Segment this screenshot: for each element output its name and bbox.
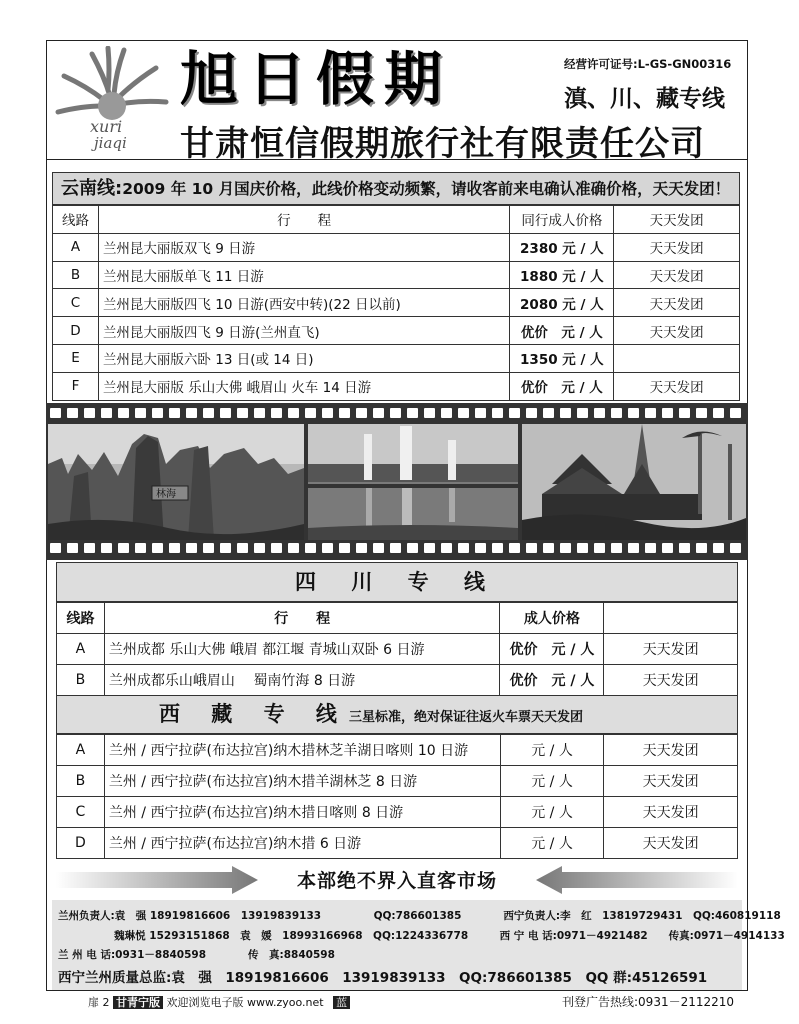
film-hole: [220, 408, 231, 418]
contact-row: 兰州负责人:袁 强 18919816606 13919839133 QQ:786601385 西宁负责人:李 红 13819729431 QQ:460819118: [58, 910, 781, 922]
yunnan-table: [52, 205, 740, 401]
page-number: 扉 2: [88, 996, 110, 1009]
film-hole: [390, 543, 401, 553]
film-hole: [475, 543, 486, 553]
route-price: 优价 元 / 人: [500, 634, 604, 665]
route-code: A: [57, 634, 105, 665]
film-hole: [543, 408, 554, 418]
film-hole: [407, 408, 418, 418]
stone-forest-photo: [48, 424, 304, 540]
film-holes-top: [46, 408, 748, 420]
route-departure: 天天发团: [604, 665, 738, 696]
specialty-routes: 滇、川、藏专线: [564, 86, 725, 112]
route-code: A: [57, 735, 105, 766]
film-hole: [203, 408, 214, 418]
edition-tag: 甘青宁版: [113, 996, 163, 1009]
film-hole: [118, 408, 129, 418]
yunnan-title: 云南线:: [61, 178, 123, 199]
svg-text:林海: 林海: [156, 489, 176, 500]
film-hole: [611, 408, 622, 418]
ad-hotline: 刊登广告热线:0931－2112210: [562, 995, 735, 1009]
film-hole: [373, 543, 384, 553]
route-price: 优价 元 / 人: [500, 665, 604, 696]
tibet-table: [56, 734, 738, 859]
film-hole: [339, 408, 350, 418]
film-hole: [679, 408, 690, 418]
film-hole: [237, 543, 248, 553]
table-row: [57, 735, 738, 766]
film-hole: [288, 408, 299, 418]
film-hole: [237, 408, 248, 418]
route-code: C: [53, 289, 99, 317]
film-hole: [135, 543, 146, 553]
route-price: 优价 元 / 人: [510, 317, 614, 345]
header-code: 线路: [53, 206, 99, 234]
film-hole: [84, 543, 95, 553]
table-row: [53, 372, 740, 400]
route-price: 2380 元 / 人: [510, 233, 614, 261]
film-hole: [118, 543, 129, 553]
route-name: 兰州成都乐山峨眉山 蜀南竹海 8 日游: [104, 665, 500, 696]
film-hole: [628, 543, 639, 553]
film-hole: [67, 408, 78, 418]
route-code: D: [53, 317, 99, 345]
header-price: 同行成人价格: [510, 206, 614, 234]
table-row: [53, 233, 740, 261]
film-hole: [50, 408, 61, 418]
film-hole: [169, 543, 180, 553]
film-hole: [730, 408, 741, 418]
film-hole: [577, 543, 588, 553]
film-hole: [67, 543, 78, 553]
film-hole: [509, 408, 520, 418]
film-hole: [101, 543, 112, 553]
film-hole: [322, 543, 333, 553]
table-row: [57, 634, 738, 665]
film-hole: [220, 543, 231, 553]
table-row: [57, 665, 738, 696]
contact-panel: [52, 900, 785, 990]
header: [46, 40, 748, 164]
three-pagodas-photo: [308, 424, 518, 540]
header-code: 线路: [57, 603, 105, 634]
film-hole: [356, 543, 367, 553]
film-hole: [50, 543, 61, 553]
route-name: 兰州昆大丽版单飞 11 日游: [98, 261, 509, 289]
company-name: 甘肃恒信假期旅行社有限责任公司: [180, 124, 705, 164]
film-hole: [152, 408, 163, 418]
film-hole: [679, 543, 690, 553]
film-hole: [645, 543, 656, 553]
route-code: A: [53, 233, 99, 261]
film-hole: [560, 408, 571, 418]
route-departure: 天天发团: [614, 261, 740, 289]
table-row: [57, 766, 738, 797]
route-price: 1880 元 / 人: [510, 261, 614, 289]
film-hole: [356, 408, 367, 418]
table-row: [53, 344, 740, 372]
film-hole: [696, 543, 707, 553]
tibet-note: 三星标准，绝对保证往返火车票天天发团: [348, 710, 583, 725]
table-row: [53, 317, 740, 345]
tibet-banner: [56, 696, 738, 734]
film-hole: [594, 408, 605, 418]
route-price: 元 / 人: [500, 766, 604, 797]
film-hole: [135, 408, 146, 418]
route-price: 2080 元 / 人: [510, 289, 614, 317]
film-hole: [662, 543, 673, 553]
route-code: D: [57, 828, 105, 859]
route-code: B: [57, 766, 105, 797]
film-hole: [730, 543, 741, 553]
sichuan-banner: 四 川 专 线: [56, 562, 738, 602]
route-code: E: [53, 344, 99, 372]
film-hole: [577, 408, 588, 418]
film-hole: [407, 543, 418, 553]
film-holes-bottom: [46, 543, 748, 555]
route-departure: 天天发团: [614, 317, 740, 345]
film-hole: [186, 408, 197, 418]
film-hole: [543, 543, 554, 553]
film-hole: [441, 543, 452, 553]
yunnan-notice: 2009 年 10 月国庆价格，此线价格变动频繁，请收客前来电确认准确价格，天天发团！: [122, 180, 731, 198]
license-number: 经营许可证号:L-GS-GN00316: [564, 57, 732, 71]
route-name: 兰州昆大丽版双飞 9 日游: [98, 233, 509, 261]
film-hole: [509, 543, 520, 553]
film-hole: [662, 408, 673, 418]
film-hole: [492, 408, 503, 418]
table-header: [57, 603, 738, 634]
color-tag: 蓝: [333, 996, 350, 1009]
table-row: [53, 261, 740, 289]
route-departure: 天天发团: [614, 233, 740, 261]
sun-logo: [52, 46, 170, 154]
table-row: [53, 289, 740, 317]
route-code: C: [57, 797, 105, 828]
route-code: B: [57, 665, 105, 696]
slogan-strip: [46, 864, 748, 896]
welcome-text: 欢迎浏览电子版 www.zyoo.net: [166, 996, 324, 1009]
film-hole: [322, 408, 333, 418]
sichuan-table: [56, 602, 738, 696]
photo-film-strip: [46, 403, 748, 560]
film-hole: [713, 408, 724, 418]
sichuan-tibet-section: [56, 562, 738, 859]
route-departure: 天天发团: [604, 634, 738, 665]
film-hole: [271, 408, 282, 418]
route-name: 兰州 / 西宁拉萨(布达拉宫)纳木措日喀则 8 日游: [104, 797, 500, 828]
route-name: 兰州 / 西宁拉萨(布达拉宫)纳木措 6 日游: [104, 828, 500, 859]
film-hole: [339, 543, 350, 553]
table-row: [57, 797, 738, 828]
film-hole: [458, 408, 469, 418]
route-departure: 天天发团: [604, 828, 738, 859]
film-hole: [696, 408, 707, 418]
film-hole: [84, 408, 95, 418]
yunnan-banner: [52, 172, 740, 205]
route-departure: 天天发团: [604, 766, 738, 797]
route-name: 兰州昆大丽版四飞 9 日游(兰州直飞): [98, 317, 509, 345]
film-hole: [169, 408, 180, 418]
route-name: 兰州 / 西宁拉萨(布达拉宫)纳木措林芝羊湖日喀则 10 日游: [104, 735, 500, 766]
film-hole: [594, 543, 605, 553]
table-header: [53, 206, 740, 234]
film-hole: [628, 408, 639, 418]
route-departure: 天天发团: [604, 735, 738, 766]
svg-text:xuri: xuri: [90, 117, 123, 136]
film-hole: [424, 543, 435, 553]
route-price: 元 / 人: [500, 797, 604, 828]
film-hole: [492, 543, 503, 553]
slogan-text: 本部绝不界入直客市场: [296, 870, 497, 892]
quality-director-row: 西宁兰州质量总监:袁 强 18919816606 13919839133 QQ:786601385 QQ 群:45126591: [58, 970, 708, 986]
film-hole: [305, 408, 316, 418]
header-departure: [604, 603, 738, 634]
film-hole: [288, 543, 299, 553]
film-hole: [305, 543, 316, 553]
route-price: 元 / 人: [500, 828, 604, 859]
film-hole: [101, 408, 112, 418]
film-hole: [611, 543, 622, 553]
film-hole: [458, 543, 469, 553]
film-hole: [526, 408, 537, 418]
film-hole: [254, 543, 265, 553]
film-hole: [475, 408, 486, 418]
footer-left: [88, 994, 350, 1010]
svg-text:jiaqi: jiaqi: [94, 134, 127, 152]
route-price: 优价 元 / 人: [510, 372, 614, 400]
film-hole: [526, 543, 537, 553]
film-hole: [203, 543, 214, 553]
film-hole: [645, 408, 656, 418]
route-departure: 天天发团: [614, 372, 740, 400]
film-hole: [186, 543, 197, 553]
film-hole: [271, 543, 282, 553]
route-name: 兰州成都 乐山大佛 峨眉 都江堰 青城山双卧 6 日游: [104, 634, 500, 665]
header-price: 成人价格: [500, 603, 604, 634]
contact-row: 魏琳悦 15293151868 袁 媛 18993166968 QQ:1224336778 西 宁 电 话:0971－4921482 传真:0971－4914133: [58, 930, 785, 942]
route-price: 1350 元 / 人: [510, 344, 614, 372]
header-departure: 天天发团: [614, 206, 740, 234]
film-hole: [373, 408, 384, 418]
film-hole: [390, 408, 401, 418]
route-name: 兰州昆大丽版六卧 13 日(或 14 日): [98, 344, 509, 372]
route-code: F: [53, 372, 99, 400]
route-name: 兰州 / 西宁拉萨(布达拉宫)纳木措羊湖林芝 8 日游: [104, 766, 500, 797]
film-hole: [254, 408, 265, 418]
route-departure: 天天发团: [614, 289, 740, 317]
film-hole: [560, 543, 571, 553]
route-departure: [614, 344, 740, 372]
tibet-title: 西 藏 专 线: [159, 702, 349, 726]
contact-row: 兰 州 电 话:0931－8840598 传 真:8840598: [58, 949, 335, 961]
film-hole: [713, 543, 724, 553]
temple-photo: [522, 424, 746, 540]
film-hole: [152, 543, 163, 553]
route-code: B: [53, 261, 99, 289]
film-hole: [424, 408, 435, 418]
route-price: 元 / 人: [500, 735, 604, 766]
table-row: [57, 828, 738, 859]
film-hole: [441, 408, 452, 418]
header-route: 行 程: [104, 603, 500, 634]
brand-title: 旭日假期: [180, 45, 453, 113]
route-departure: 天天发团: [604, 797, 738, 828]
route-name: 兰州昆大丽版 乐山大佛 峨眉山 火车 14 日游: [98, 372, 509, 400]
header-route: 行 程: [98, 206, 509, 234]
route-name: 兰州昆大丽版四飞 10 日游(西安中转)(22 日以前): [98, 289, 509, 317]
